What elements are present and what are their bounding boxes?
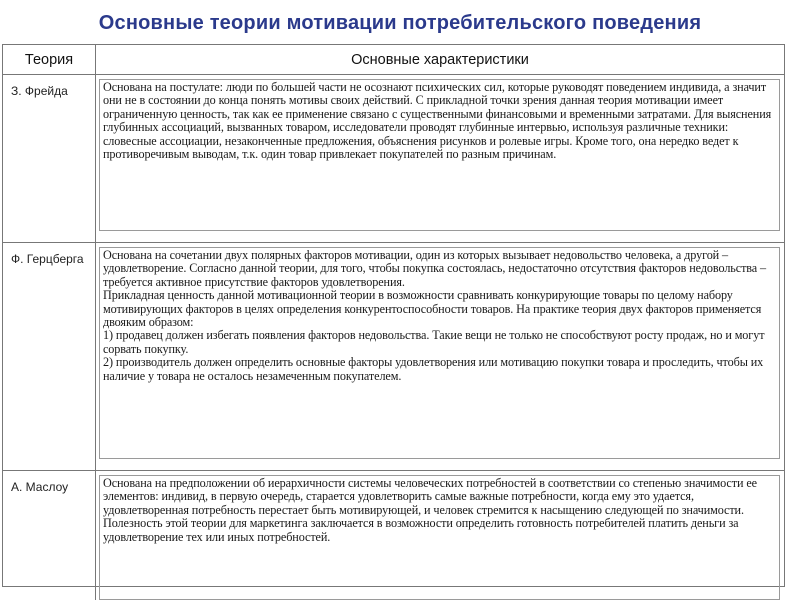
page-title: Основные теории мотивации потребительского поведения [98,12,702,34]
description-box-herzberg [99,247,780,459]
header-characteristics: Основные характеристики [96,45,785,75]
theory-name-herzberg: Ф. Герцберга [3,243,96,471]
description-box-freud [99,79,780,231]
description-cell-maslow [96,471,785,600]
description-cell-herzberg [96,243,785,471]
description-paragraph: Основана на предположении об иерархичности системы человеческих потребностей в соответствии со степенью значимости ее элементов: индивид, в первую очередь, старается удовлетворить самые важные потребности, когда ему это удается, удовлетворенная потребность перестает быть мотивирующей, и человек стремится к насыщению следующей по значимости. Полезность этой теории для маркетинга заключается в возможности определить готовность потребителей платить деньги за удовлетворение тех или иных потребностей. [103,476,757,544]
table-row-maslow [3,471,784,600]
description-paragraph: Основана на сочетании двух полярных факторов мотивации, один из которых вызывает недовольство человека, а другой – удовлетворение. Согласно данной теории, для того, чтобы покупка состоялась, недостаточно отсутствия факторов недовольства – требуется активное присутствие факторов удовлетворения. [103,248,767,289]
theories-table [3,45,784,600]
description-paragraph: Основана на постулате: люди по большей части не осознают психических сил, которые руководят поведением индивида, а значит они не в состоянии до конца понять мотивы своих действий. С прикладной точки зрения данная теория мотивации имеет ограниченную ценность, так как ее применение связано с существенными финансовыми и временными затратами. Для выяснения глубинных ассоциаций, вызванных товаром, исследователи проводят глубинные интервью, используя различные техники: словесные ассоциации, незаконченные предложения, объяснения рисунков и ролевые игры. Кроме того, она нередко ведет к противоречивым выводам, т.к. один товар привлекает покупателей по разным причинам. [103,80,772,162]
description-paragraph: 1) продавец должен избегать появления факторов недовольства. Такие вещи не только не способствуют росту продаж, но и могут сорвать покупку. [103,328,765,356]
description-paragraph: 2) производитель должен определить основные факторы удовлетворения или мотивацию покупки товара и проследить, чтобы их наличие у товара не осталось незамеченным покупателем. [103,355,764,383]
table-row-freud [3,75,784,243]
header-theory: Теория [3,45,96,75]
theory-name-freud: З. Фрейда [3,75,96,243]
description-paragraph: Прикладная ценность данной мотивационной теории в возможности сравнивать конкурирующие товары по целому набору мотивирующих факторов в целях определения конкурентоспособности товаров. На практике теория двух факторов применяется двояким образом: [103,288,762,330]
description-cell-freud [96,75,785,243]
theory-name-maslow: А. Маслоу [3,471,96,600]
table-header-row [3,45,784,75]
description-box-maslow [99,475,780,600]
table-row-herzberg [3,243,784,471]
theories-table-frame [2,44,785,587]
